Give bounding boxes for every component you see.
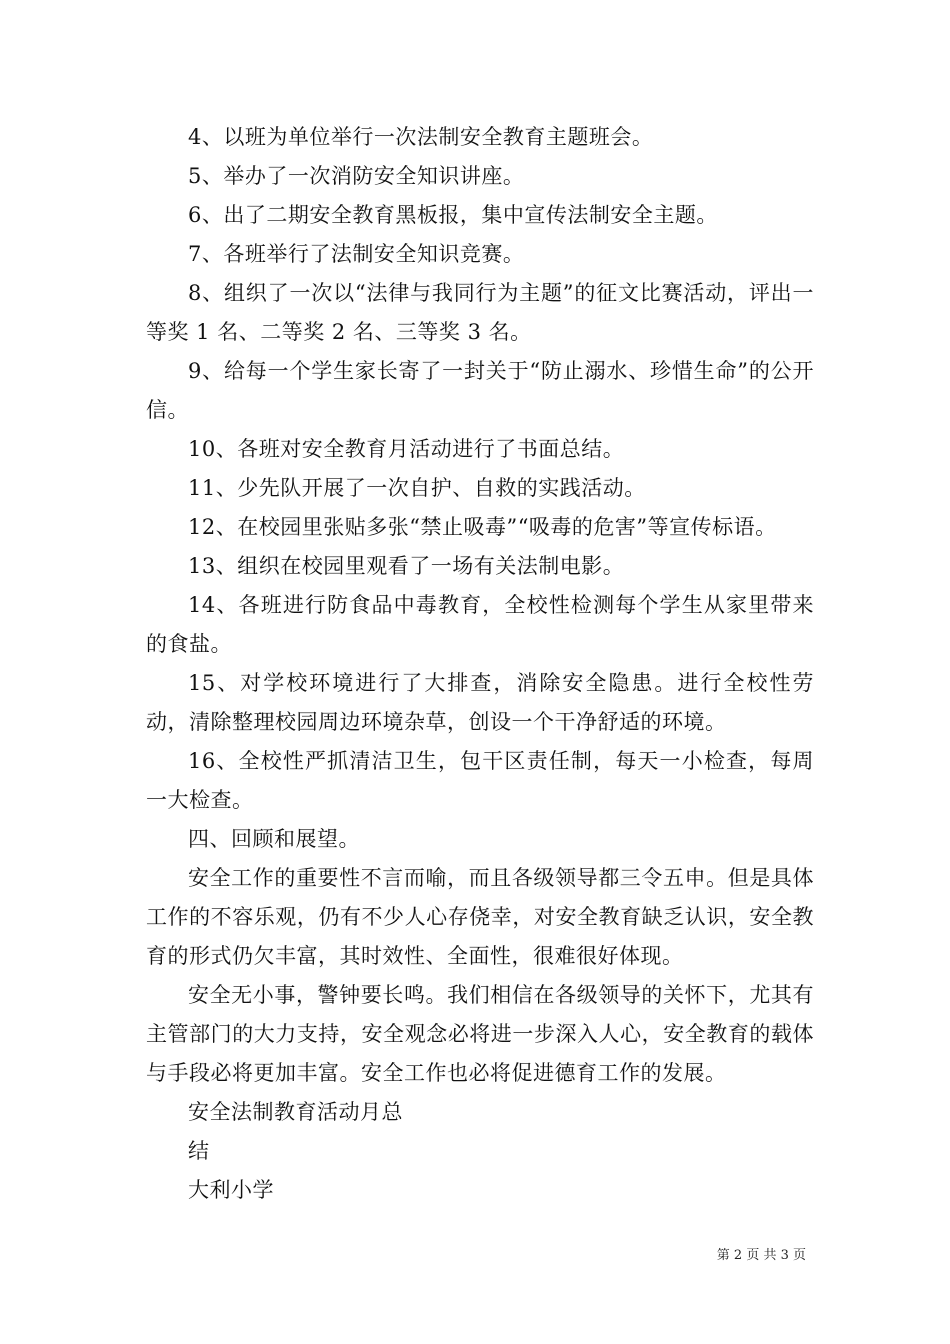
list-item: 9、给每一个学生家长寄了一封关于“防止溺水、珍惜生命”的公开信。	[146, 359, 814, 422]
list-item: 7、各班举行了法制安全知识竞赛。	[188, 242, 525, 266]
list-item: 12、在校园里张贴多张“禁止吸毒”“吸毒的危害”等宣传标语。	[188, 515, 777, 539]
page-footer: 第 2 页 共 3 页	[716, 1248, 806, 1263]
list-item: 5、举办了一次消防安全知识讲座。	[188, 164, 525, 188]
list-item: 16、全校性严抓清洁卫生，包干区责任制，每天一小检查，每周一大检查。	[146, 749, 814, 812]
list-item: 4、以班为单位举行一次法制安全教育主题班会。	[188, 125, 654, 149]
list-item: 11、少先队开展了一次自护、自救的实践活动。	[188, 476, 646, 500]
school-name: 大利小学	[188, 1178, 274, 1202]
list-item: 10、各班对安全教育月活动进行了书面总结。	[188, 437, 625, 461]
body-paragraph: 安全无小事，警钟要长鸣。我们相信在各级领导的关怀下，尤其有主管部门的大力支持，安全观念必将进一步深入人心，安全教育的载体与手段必将更加丰富。安全工作也必将促进德育工作的发展。	[146, 983, 814, 1085]
list-item: 14、各班进行防食品中毒教育，全校性检测每个学生从家里带来的食盐。	[146, 593, 814, 656]
section-heading: 四、回顾和展望。	[188, 827, 360, 851]
list-item: 13、组织在校园里观看了一场有关法制电影。	[188, 554, 625, 578]
list-item: 6、出了二期安全教育黑板报，集中宣传法制安全主题。	[188, 203, 718, 227]
list-item: 15、对学校环境进行了大排查，消除安全隐患。进行全校性劳动，清除整理校园周边环境杂草，创设一个干净舒适的环境。	[146, 671, 814, 734]
list-item: 8、组织了一次以“法律与我同行为主题”的征文比赛活动，评出一等奖 1 名、二等奖 2 名、三等奖 3 名。	[146, 281, 814, 344]
document-title-line: 结	[188, 1139, 210, 1163]
document-body	[146, 118, 814, 1210]
document-title-line: 安全法制教育活动月总	[188, 1100, 403, 1124]
body-paragraph: 安全工作的重要性不言而喻，而且各级领导都三令五申。但是具体工作的不容乐观，仍有不少人心存侥幸，对安全教育缺乏认识，安全教育的形式仍欠丰富，其时效性、全面性，很难很好体现。	[146, 866, 814, 968]
